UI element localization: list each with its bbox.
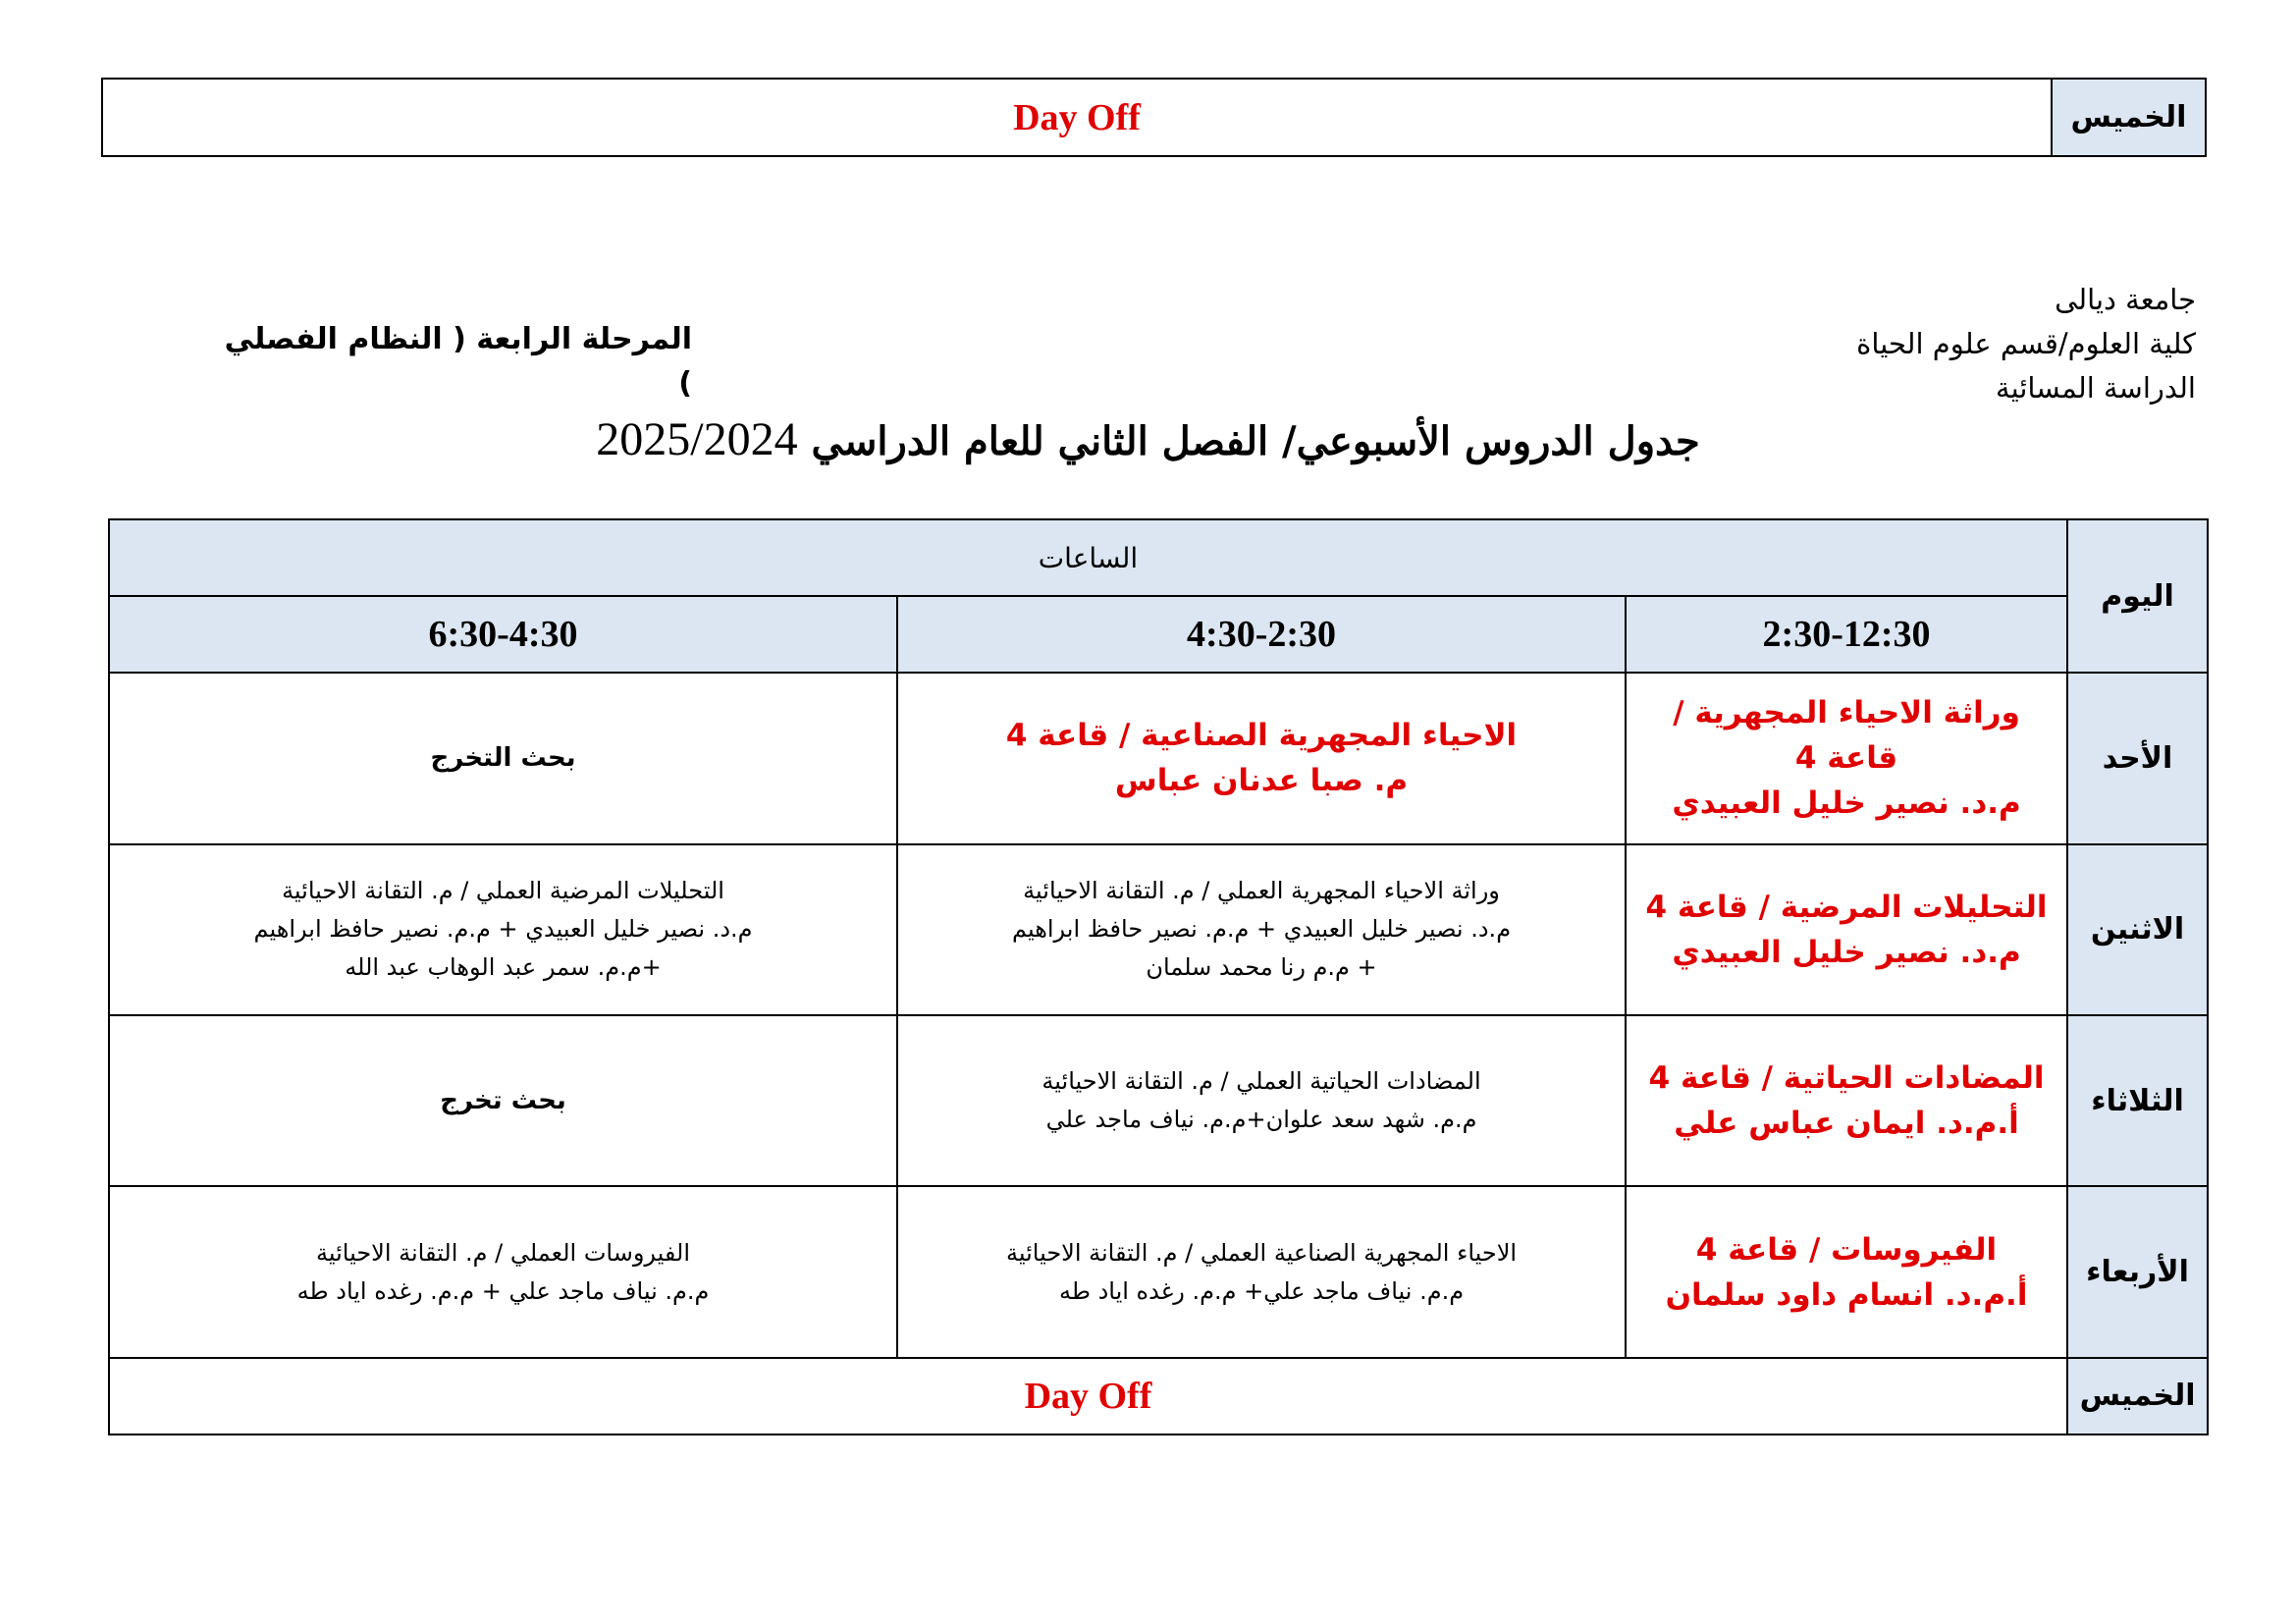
day-cell: الثلاثاء (2067, 1015, 2208, 1186)
thursday-top-day: الخميس (2051, 80, 2205, 155)
study-type: الدراسة المسائية (1996, 371, 2196, 405)
cell-line: وراثة الاحياء المجهرية العملي / م. التقانة الاحيائية (1023, 877, 1500, 905)
cell-line: الفيروسات / قاعة 4 (1695, 1231, 1998, 1268)
cell-line: م.د. نصير خليل العبيدي + م.م. نصير حافظ ابراهيم (253, 915, 753, 944)
cell-line: + م.م رنا محمد سلمان (1146, 953, 1377, 982)
cell-line: المضادات الحياتية / قاعة 4 (1648, 1060, 2045, 1097)
schedule-cell (1626, 673, 2067, 843)
cell-line: أ.م.د. ايمان عباس علي (1674, 1106, 2019, 1142)
day-cell: الاثنين (2067, 844, 2208, 1015)
schedule-cell (897, 844, 1626, 1015)
institution-header (1685, 278, 2196, 410)
day-cell: الأربعاء (2067, 1186, 2208, 1357)
cell-line: التحليلات المرضية العملي / م. التقانة الاحيائية (282, 877, 724, 905)
schedule-cell (109, 844, 897, 1015)
cell-line: م.د. نصير خليل العبيدي (1672, 934, 2021, 970)
university-name: جامعة ديالى (2055, 283, 2196, 316)
slot-header-3: 6:30-4:30 (109, 596, 897, 673)
cell-line: م.د. نصير خليل العبيدي (1672, 785, 2021, 822)
cell-line: م. صبا عدنان عباس (1114, 763, 1409, 799)
thursday-top-dayoff: Day Off (1013, 96, 1141, 138)
cell-line: +م.م. سمر عبد الوهاب عبد الله (345, 953, 662, 982)
schedule-cell (897, 1015, 1626, 1186)
day-column-header: اليوم (2067, 519, 2208, 673)
cell-line: بحث تخرج (440, 1086, 566, 1116)
cell-line: م.د. نصير خليل العبيدي + م.م. نصير حافظ ابراهيم (1012, 915, 1512, 944)
table-row (109, 1015, 2208, 1186)
page-title (0, 412, 2296, 466)
header-row-slots (109, 596, 2208, 673)
slot-header-1: 2:30-12:30 (1626, 596, 2067, 673)
day-cell: الخميس (2067, 1358, 2208, 1435)
schedule-cell (897, 673, 1626, 843)
cell-line: م.م. نياف ماجد علي + م.م. رغده اياد طه (296, 1276, 710, 1305)
schedule-cell (1626, 1015, 2067, 1186)
schedule-cell (109, 673, 897, 843)
schedule-cell (109, 1015, 897, 1186)
cell-line: الاحياء المجهرية الصناعية / قاعة 4 (1005, 718, 1518, 754)
cell-line: التحليلات المرضية / قاعة 4 (1645, 889, 2048, 925)
cell-line: بحث التخرج (430, 743, 576, 774)
academic-year: 2025/2024 (596, 413, 798, 465)
stage-label: المرحلة الرابعة ( النظام الفصلي ) (224, 322, 692, 401)
table-row (109, 844, 2208, 1015)
schedule-cell (1626, 1186, 2067, 1357)
header-row-hours (109, 519, 2208, 596)
table-row (109, 673, 2208, 843)
schedule-cell (109, 1186, 897, 1357)
slot-header-2: 4:30-2:30 (897, 596, 1626, 673)
cell-line: الاحياء المجهرية الصناعية العملي / م. التقانة الاحيائية (1005, 1238, 1518, 1267)
thursday-top-strip (101, 78, 2207, 157)
cell-line: الفيروسات العملي / م. التقانة الاحيائية (315, 1238, 691, 1267)
cell-line: وراثة الاحياء المجهرية / قاعة 4 (1673, 695, 2020, 777)
cell-line: م.م. شهد سعد علوان+م.م. نياف ماجد علي (1045, 1106, 1477, 1134)
schedule-table (108, 518, 2209, 1435)
hours-header: الساعات (109, 519, 2067, 596)
thursday-dayoff: Day Off (109, 1358, 2067, 1435)
day-cell: الأحد (2067, 673, 2208, 843)
cell-line: المضادات الحياتية العملي / م. التقانة الاحيائية (1041, 1067, 1481, 1096)
title-text: جدول الدروس الأسبوعي/ الفصل الثاني للعام الدراسي (811, 418, 1700, 464)
schedule-cell (897, 1186, 1626, 1357)
cell-line: أ.م.د. انسام داود سلمان (1665, 1276, 2028, 1313)
college-name: كلية العلوم/قسم علوم الحياة (1856, 327, 2196, 360)
table-row-thursday (109, 1358, 2208, 1435)
table-row (109, 1186, 2208, 1357)
cell-line: م.م. نياف ماجد علي+ م.م. رغده اياد طه (1058, 1276, 1465, 1305)
schedule-cell (1626, 844, 2067, 1015)
